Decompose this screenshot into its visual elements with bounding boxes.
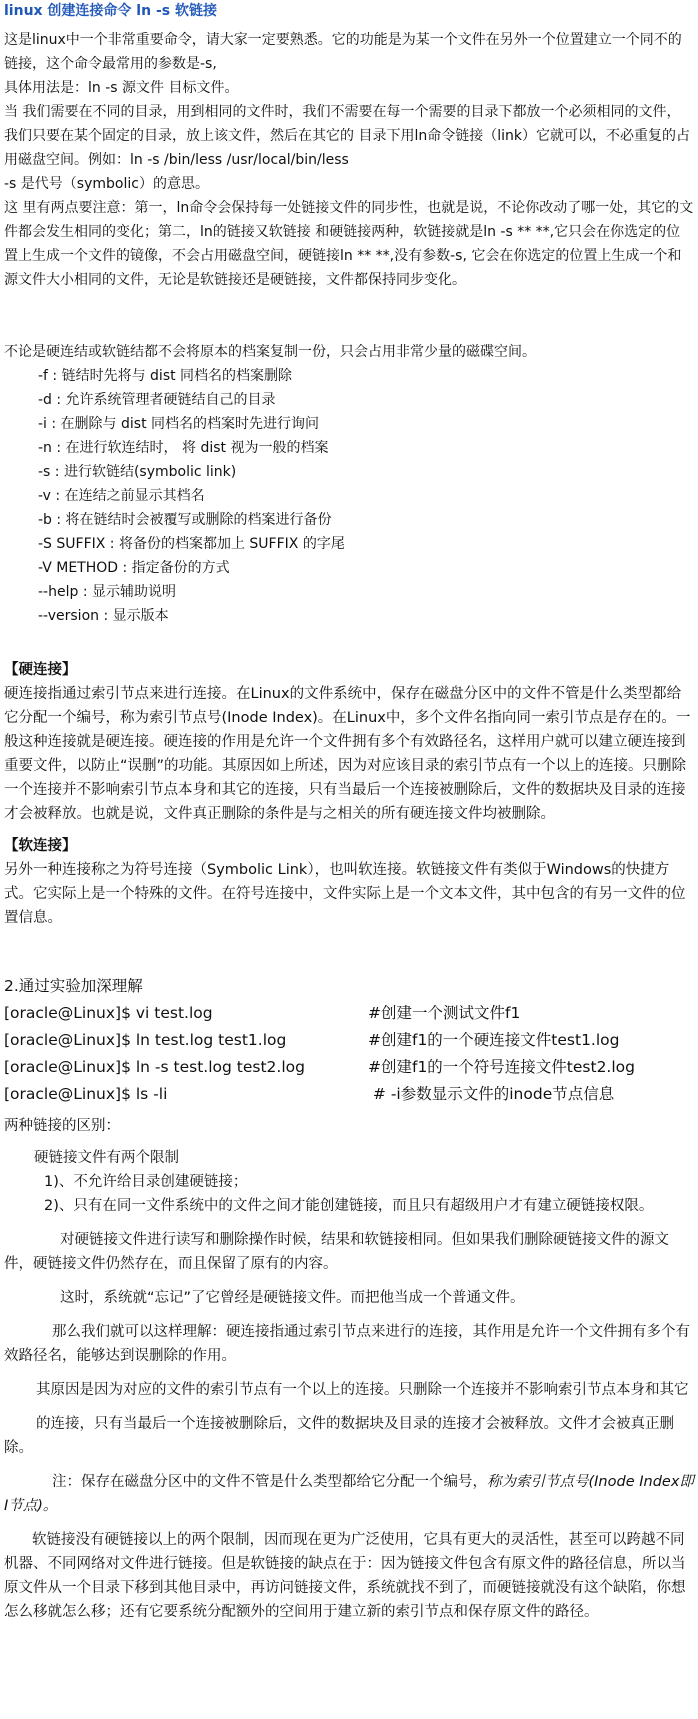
command-row bbox=[4, 1027, 694, 1054]
hard-link-section bbox=[4, 658, 694, 826]
limit-item: 2)、只有在同一文件系统中的文件之间才能创建链接，而且只有超级用户才有建立硬链接权限。 bbox=[44, 1198, 654, 1214]
article bbox=[4, 0, 694, 1624]
differences-heading: 两种链接的区别： bbox=[4, 1118, 120, 1134]
difference-paragraph: 软链接没有硬链接以上的两个限制，因而现在更为广泛使用，它具有更大的灵活性，甚至可以跨越不同机器、不同网络对文件进行链接。但是软链接的缺点在于：因为链接文件包含有原文件的路径信息，所以当原文件从一个目录下移到其他目录中，再访问链接文件，系统就找不到了，而硬链接就没有这个缺陷，你想怎么移就怎么移；还有它要系统分配额外的空间用于建立新的索引节点和保存原文件的路径。 bbox=[4, 1532, 686, 1620]
command-row bbox=[4, 1054, 694, 1081]
intro-section bbox=[4, 28, 694, 292]
limit-item: 1)、不允许给目录创建硬链接； bbox=[44, 1174, 248, 1190]
option-item: --version : 显示版本 bbox=[38, 608, 169, 624]
option-item: -S SUFFIX : 将备份的档案都加上 SUFFIX 的字尾 bbox=[38, 536, 345, 552]
option-item: -n : 在进行软连结时， 将 dist 视为一般的档案 bbox=[38, 440, 329, 456]
option-item: -s : 进行软链结(symbolic link) bbox=[38, 464, 237, 480]
option-item: -i : 在删除与 dist 同档名的档案时先进行询问 bbox=[38, 416, 320, 432]
command-comment: # -i参数显示文件的inode节点信息 bbox=[368, 1085, 615, 1103]
soft-link-heading: 【软连接】 bbox=[4, 838, 77, 854]
note-italic: 称为索引节点号(Inode Index即I节点)。 bbox=[4, 1474, 694, 1514]
option-item: -v : 在连结之前显示其档名 bbox=[38, 488, 205, 504]
option-item: -V METHOD : 指定备份的方式 bbox=[38, 560, 230, 576]
difference-paragraph: 这时，系统就“忘记”了它曾经是硬链接文件。而把他当成一个普通文件。 bbox=[60, 1290, 525, 1306]
differences-section bbox=[4, 1114, 694, 1624]
option-item: -d : 允许系统管理者硬链结自己的目录 bbox=[38, 392, 276, 408]
option-item: --help : 显示辅助说明 bbox=[38, 584, 176, 600]
option-item: -f : 链结时先将与 dist 同档名的档案删除 bbox=[38, 368, 293, 384]
command-row bbox=[4, 1000, 694, 1027]
difference-paragraph: 对硬链接文件进行读写和删除操作时候，结果和软链接相同。但如果我们删除硬链接文件的源文件，硬链接文件仍然存在，而且保留了原有的内容。 bbox=[4, 1232, 669, 1272]
experiment-heading: 2.通过实验加深理解 bbox=[4, 977, 143, 995]
command-text: [oracle@Linux]$ ls -li bbox=[4, 1085, 168, 1103]
intro-paragraph: 具体用法是：ln -s 源文件 目标文件。 bbox=[4, 80, 239, 96]
soft-link-section bbox=[4, 834, 694, 930]
command-comment: #创建f1的一个硬连接文件test1.log bbox=[368, 1031, 620, 1049]
intro-paragraph: 这是linux中一个非常重要命令，请大家一定要熟悉。它的功能是为某一个文件在另外一个位置建立一个同不的链接，这个命令最常用的参数是-s, bbox=[4, 32, 682, 72]
experiment-section bbox=[4, 972, 694, 1108]
note-prefix: 注：保存在磁盘分区中的文件不管是什么类型都给它分配一个编号， bbox=[52, 1474, 487, 1490]
hard-link-body: 硬连接指通过索引节点来进行连接。在Linux的文件系统中，保存在磁盘分区中的文件不管是什么类型都给它分配一个编号，称为索引节点号(Inode Index)。在Linux中，多个文件名指向同一索引节点是存在的。一般这种连接就是硬连接。硬连接的作用是允许一个文件拥有多个有效路径名，这样用户就可以建立硬连接到重要文件，以防止“误删”的功能。其原因如上所述，因为对应该目录的索引节点有一个以上的连接。只删除一个连接并不影响索引节点本身和其它的连接，只有当最后一个连接被删除后，文件的数据块及目录的连接才会被释放。也就是说，文件真正删除的条件是与之相关的所有硬连接文件均被删除。 bbox=[4, 686, 691, 822]
difference-paragraph: 的连接，只有当最后一个连接被删除后，文件的数据块及目录的连接才会被释放。文件才会被真正删除。 bbox=[4, 1416, 674, 1456]
difference-paragraph: 那么我们就可以这样理解：硬连接指通过索引节点来进行的连接，其作用是允许一个文件拥有多个有效路径名，能够达到误删除的作用。 bbox=[4, 1324, 690, 1364]
difference-paragraph: 其原因是因为对应的文件的索引节点有一个以上的连接。只删除一个连接并不影响索引节点本身和其它 bbox=[36, 1382, 689, 1398]
command-text: [oracle@Linux]$ vi test.log bbox=[4, 1004, 213, 1022]
intro-paragraph: 当 我们需要在不同的目录，用到相同的文件时，我们不需要在每一个需要的目录下都放一个必须相同的文件，我们只要在某个固定的目录，放上该文件，然后在其它的 目录下用ln命令链接（link）它就可以，不必重复的占用磁盘空间。例如：ln -s /bin/less /usr/local/bin/less bbox=[4, 104, 690, 168]
intro-paragraph: 这 里有两点要注意：第一，ln命令会保持每一处链接文件的同步性，也就是说，不论你改动了哪一处，其它的文件都会发生相同的变化；第二，ln的链接又软链接 和硬链接两种，软链接就是ln -s ** **,它只会在你选定的位置上生成一个文件的镜像，不会占用磁盘空间，硬链接ln ** **,没有参数-s, 它会在你选定的位置上生成一个和源文件大小相同的文件，无论是软链接还是硬链接，文件都保持同步变化。 bbox=[4, 200, 694, 288]
hard-limits-title: 硬链接文件有两个限制 bbox=[34, 1150, 179, 1166]
command-row bbox=[4, 1081, 694, 1108]
option-item: -b : 将在链结时会被覆写或删除的档案进行备份 bbox=[38, 512, 332, 528]
article-title: linux 创建连接命令 ln -s 软链接 bbox=[4, 3, 217, 19]
soft-link-body: 另外一种连接称之为符号连接（Symbolic Link），也叫软连接。软链接文件有类似于Windows的快捷方式。它实际上是一个特殊的文件。在符号连接中，文件实际上是一个文本文件，其中包含的有另一文件的位置信息。 bbox=[4, 862, 686, 926]
hard-link-heading: 【硬连接】 bbox=[4, 662, 77, 678]
command-comment: #创建f1的一个符号连接文件test2.log bbox=[368, 1058, 635, 1076]
command-comment: #创建一个测试文件f1 bbox=[368, 1004, 521, 1022]
options-list bbox=[4, 364, 694, 628]
note-paragraph: 不论是硬连结或软链结都不会将原本的档案复制一份，只会占用非常少量的磁碟空间。 bbox=[4, 344, 536, 360]
command-text: [oracle@Linux]$ ln test.log test1.log bbox=[4, 1031, 287, 1049]
command-text: [oracle@Linux]$ ln -s test.log test2.log bbox=[4, 1058, 305, 1076]
difference-paragraph bbox=[4, 1470, 694, 1518]
intro-paragraph: -s 是代号（symbolic）的意思。 bbox=[4, 176, 209, 192]
